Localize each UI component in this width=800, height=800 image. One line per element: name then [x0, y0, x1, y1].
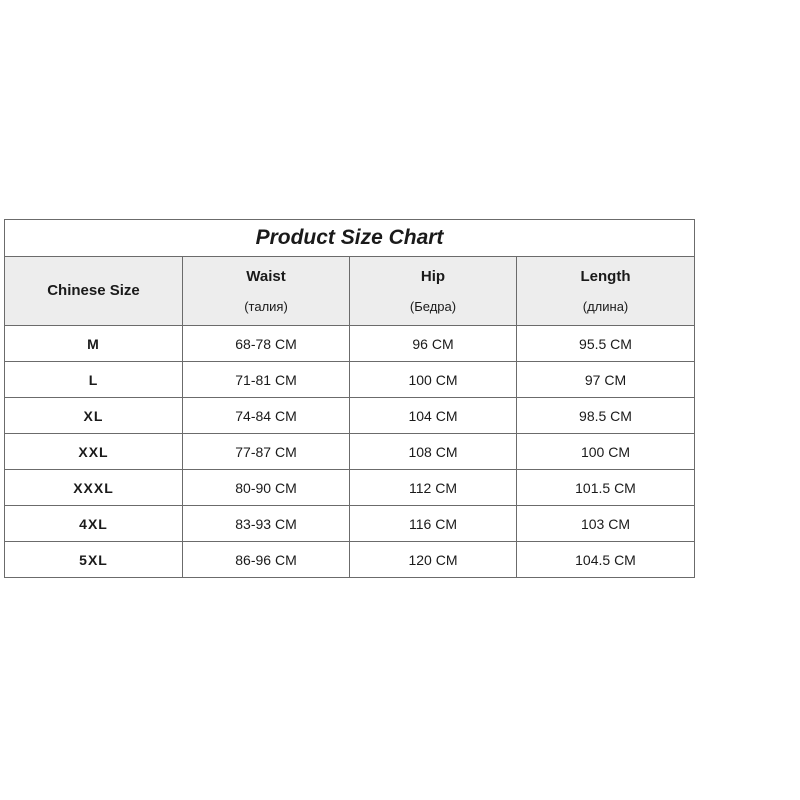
size-chart-table: [4, 219, 695, 578]
header-chinese-size: [5, 257, 183, 326]
size-cell: 5XL: [5, 542, 183, 578]
hip-cell: 100 CM: [350, 362, 517, 398]
header-sublabel: (длина): [582, 299, 629, 314]
length-cell: 101.5 CM: [517, 470, 695, 506]
waist-cell: 74-84 CM: [183, 398, 350, 434]
header-label: Waist: [246, 268, 286, 285]
table-row: [5, 398, 695, 434]
table-row: [5, 362, 695, 398]
header-label: Chinese Size: [47, 282, 140, 299]
table-row: [5, 506, 695, 542]
header-sublabel: (талия): [244, 299, 288, 314]
hip-cell: 116 CM: [350, 506, 517, 542]
table-row: [5, 326, 695, 362]
hip-cell: 96 CM: [350, 326, 517, 362]
size-cell: M: [5, 326, 183, 362]
length-cell: 104.5 CM: [517, 542, 695, 578]
waist-cell: 68-78 CM: [183, 326, 350, 362]
header-waist: [183, 257, 350, 326]
header-label: Hip: [420, 268, 446, 285]
size-cell: XL: [5, 398, 183, 434]
waist-cell: 86-96 CM: [183, 542, 350, 578]
table-row: [5, 542, 695, 578]
header-sublabel: (Бедра): [409, 299, 457, 314]
waist-cell: 77-87 CM: [183, 434, 350, 470]
length-cell: 103 CM: [517, 506, 695, 542]
header-label: Length: [580, 268, 631, 285]
length-cell: 98.5 CM: [517, 398, 695, 434]
size-cell: L: [5, 362, 183, 398]
size-cell: 4XL: [5, 506, 183, 542]
header-length: [517, 257, 695, 326]
table-row: [5, 434, 695, 470]
table-row: [5, 470, 695, 506]
title-row: [5, 220, 695, 257]
waist-cell: 83-93 CM: [183, 506, 350, 542]
hip-cell: 108 CM: [350, 434, 517, 470]
header-hip: [350, 257, 517, 326]
hip-cell: 112 CM: [350, 470, 517, 506]
length-cell: 100 CM: [517, 434, 695, 470]
size-cell: XXL: [5, 434, 183, 470]
length-cell: 97 CM: [517, 362, 695, 398]
chart-title: Product Size Chart: [5, 220, 695, 257]
hip-cell: 104 CM: [350, 398, 517, 434]
header-row: [5, 257, 695, 326]
waist-cell: 80-90 CM: [183, 470, 350, 506]
waist-cell: 71-81 CM: [183, 362, 350, 398]
length-cell: 95.5 CM: [517, 326, 695, 362]
hip-cell: 120 CM: [350, 542, 517, 578]
size-cell: XXXL: [5, 470, 183, 506]
